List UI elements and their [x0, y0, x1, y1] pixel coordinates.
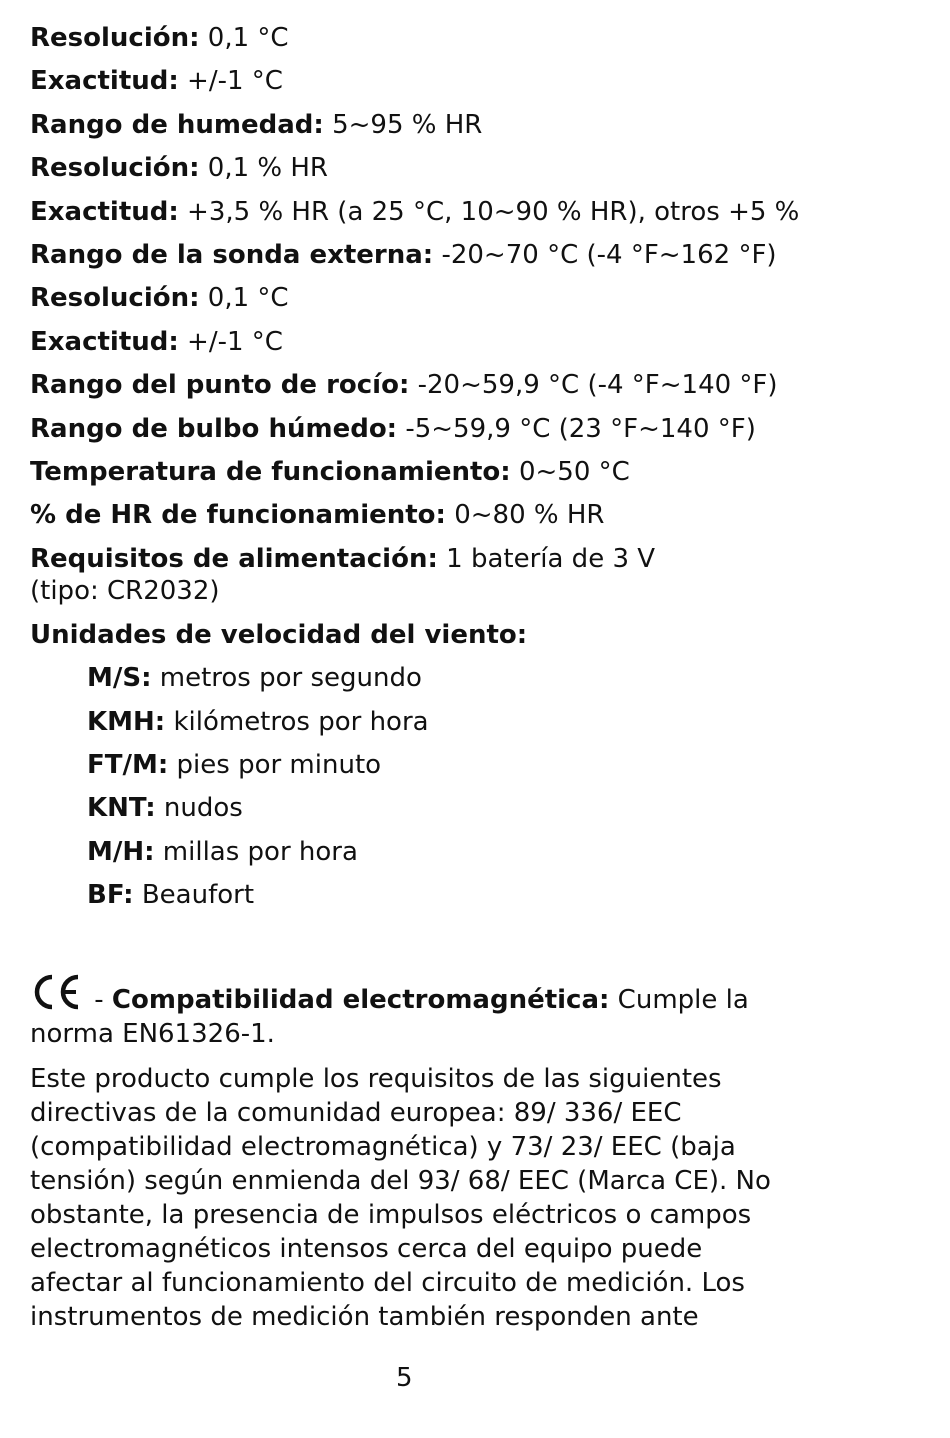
unit-abbrev: M/S:: [87, 663, 152, 693]
unit-description: kilómetros por hora: [165, 707, 429, 737]
spec-value: 0,1 °C: [199, 23, 289, 53]
spec-label: Resolución:: [30, 283, 200, 313]
page-number: 5: [396, 1363, 413, 1393]
compliance-paragraph: Este producto cumple los requisitos de las siguientes directivas de la comunidad europea: 89/ 336/ EEC (compatibilidad electromagnética) y 73/ 23/ EEC (baja tensión) según enmienda del 93/ 68/ EEC (Marca CE). No obstante, la presencia de impulsos eléctricos o campos electromagnéticos intensos cerca del equipo puede afectar al funcionamiento del circuito de medición. Los instrumentos de medición también responden ante: [30, 1064, 771, 1332]
ce-mark-icon: [30, 974, 82, 1010]
spec-label: Rango de bulbo húmedo:: [30, 414, 398, 444]
unit-abbrev: KNT:: [87, 793, 156, 823]
spec-label: Exactitud:: [30, 197, 179, 227]
unit-abbrev: BF:: [87, 880, 134, 910]
wind-unit-item: [87, 792, 243, 824]
spec-line: [30, 152, 328, 184]
power-requirements: [30, 543, 655, 575]
spec-label: Requisitos de alimentación:: [30, 544, 438, 574]
spec-line: [30, 109, 482, 141]
spec-line: [30, 413, 756, 445]
wind-unit-item: [87, 706, 429, 738]
spec-line: [30, 196, 799, 228]
ce-value: Cumple la norma EN61326-1.: [30, 985, 749, 1049]
ce-label: Compatibilidad electromagnética:: [111, 985, 610, 1015]
spec-label: Resolución:: [30, 23, 200, 53]
spec-value: +3,5 % HR (a 25 °C, 10~90 % HR), otros +5 %: [178, 197, 800, 227]
spec-label: Resolución:: [30, 153, 200, 183]
unit-abbrev: FT/M:: [87, 750, 169, 780]
wind-units-heading: Unidades de velocidad del viento:: [30, 620, 528, 650]
spec-line: [30, 282, 289, 314]
spec-label: Rango del punto de rocío:: [30, 370, 410, 400]
wind-unit-item: [87, 879, 254, 911]
spec-label: % de HR de funcionamiento:: [30, 500, 446, 530]
spec-line: [30, 239, 777, 271]
unit-description: metros por segundo: [151, 663, 422, 693]
spec-value: 0,1 °C: [199, 283, 289, 313]
spec-label: Rango de la sonda externa:: [30, 240, 434, 270]
unit-abbrev: M/H:: [87, 837, 155, 867]
wind-unit-item: [87, 836, 358, 868]
wind-unit-item: [87, 749, 381, 781]
spec-value: +/-1 °C: [178, 66, 283, 96]
spec-line: [30, 499, 604, 531]
spec-label: Rango de humedad:: [30, 110, 324, 140]
unit-description: millas por hora: [154, 837, 358, 867]
spec-value: -20~70 °C (-4 °F~162 °F): [433, 240, 777, 270]
spec-line: [30, 369, 778, 401]
spec-value: 5~95 % HR: [323, 110, 483, 140]
spec-value: 0~50 °C: [510, 457, 630, 487]
spec-line: [30, 65, 283, 97]
spec-line: [30, 326, 283, 358]
spec-label: Exactitud:: [30, 327, 179, 357]
spec-value: 0,1 % HR: [199, 153, 328, 183]
power-requirements-continued: (tipo: CR2032): [30, 576, 220, 606]
spec-line: [30, 456, 630, 488]
ce-compliance: - Compatibilidad electromagnética: Cumple la norma EN61326-1.: [30, 974, 770, 1051]
spec-value: -20~59,9 °C (-4 °F~140 °F): [409, 370, 778, 400]
unit-abbrev: KMH:: [87, 707, 166, 737]
spec-label: Temperatura de funcionamiento:: [30, 457, 511, 487]
unit-description: pies por minuto: [168, 750, 382, 780]
spec-label: Exactitud:: [30, 66, 179, 96]
unit-description: Beaufort: [133, 880, 255, 910]
spec-value: -5~59,9 °C (23 °F~140 °F): [397, 414, 756, 444]
wind-unit-item: [87, 662, 422, 694]
unit-description: nudos: [155, 793, 243, 823]
spec-value: 1 batería de 3 V: [437, 544, 656, 574]
spec-line: [30, 22, 289, 54]
spec-value: 0~80 % HR: [445, 500, 605, 530]
spec-value: +/-1 °C: [178, 327, 283, 357]
